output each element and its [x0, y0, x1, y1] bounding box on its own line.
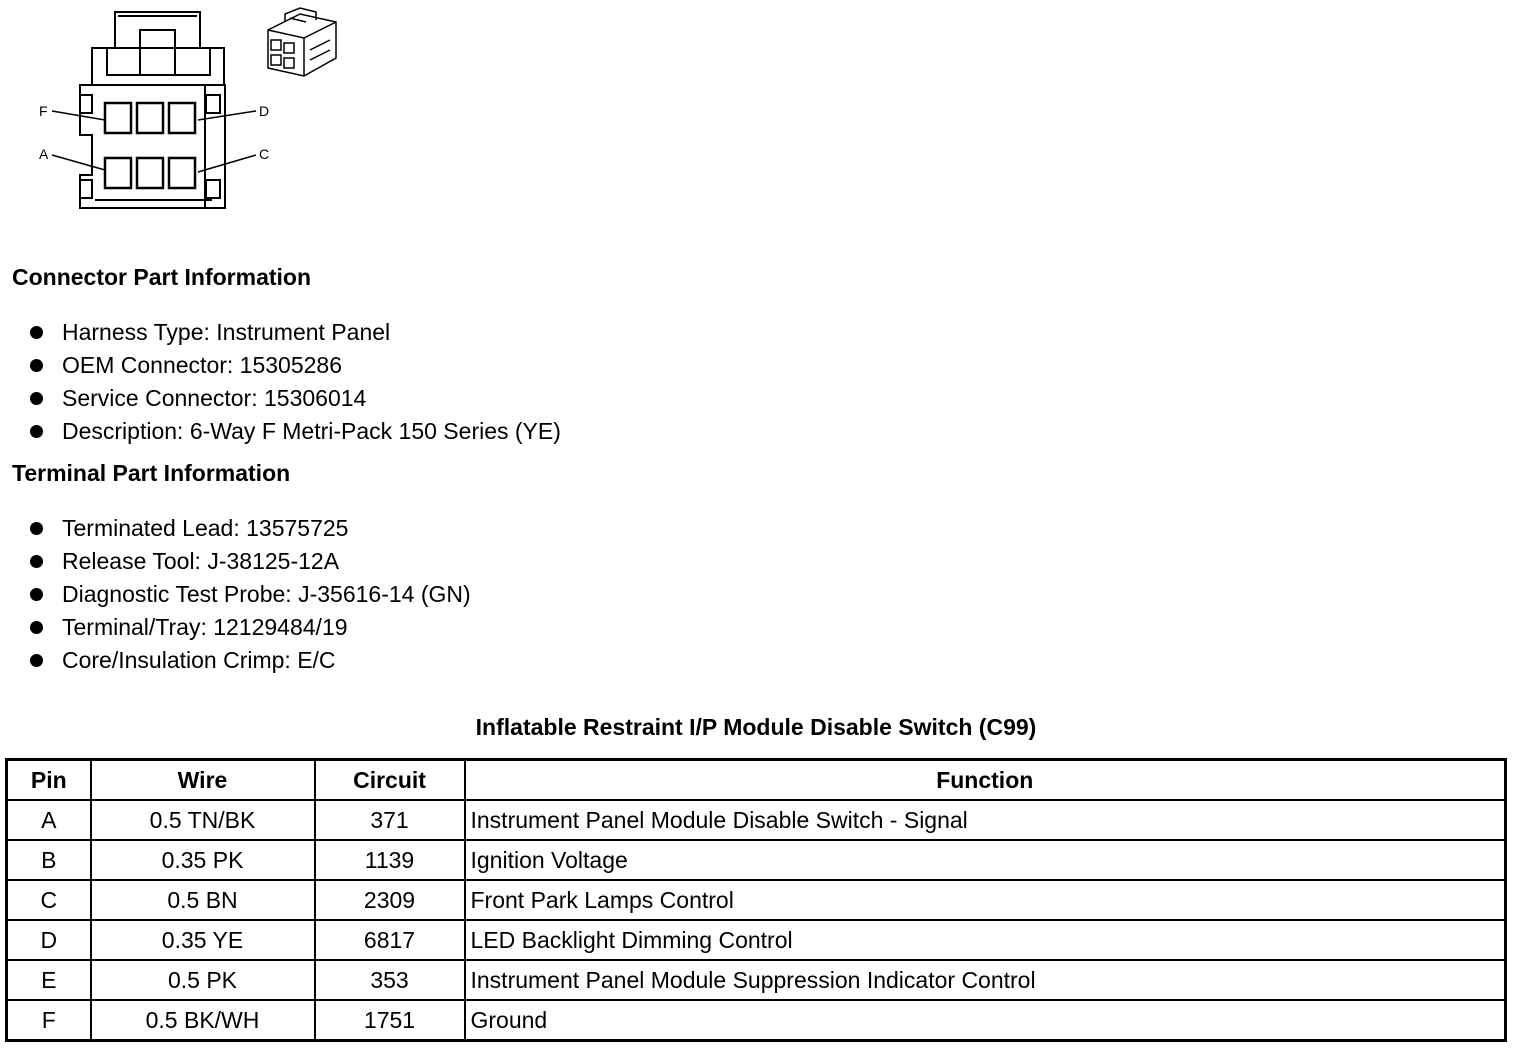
- cell-circuit: 6817: [315, 920, 465, 960]
- list-item: [28, 316, 561, 349]
- cell-pin: A: [7, 800, 91, 840]
- cavity-f: [105, 103, 131, 133]
- cell-wire: 0.5 TN/BK: [91, 800, 315, 840]
- cavity-e: [137, 103, 163, 133]
- cell-function: Instrument Panel Module Disable Switch - Signal: [465, 800, 1506, 840]
- pin-label-a: A: [39, 146, 49, 162]
- list-item-text: Harness Type: Instrument Panel: [62, 319, 391, 345]
- cell-pin: C: [7, 880, 91, 920]
- cell-pin: D: [7, 920, 91, 960]
- cavity-b: [137, 158, 163, 188]
- list-item-text: Core/Insulation Crimp: E/C: [62, 647, 336, 673]
- cavity-a: [105, 158, 131, 188]
- terminal-info-list: [28, 512, 471, 677]
- cell-circuit: 1139: [315, 840, 465, 880]
- list-item-text: OEM Connector: 15305286: [62, 352, 343, 378]
- cell-function: Ground: [465, 1000, 1506, 1041]
- cell-function: LED Backlight Dimming Control: [465, 920, 1506, 960]
- pin-label-f: F: [39, 103, 48, 119]
- cell-function: Instrument Panel Module Suppression Indicator Control: [465, 960, 1506, 1000]
- list-item-text: Terminal/Tray: 12129484/19: [62, 614, 348, 640]
- list-item-text: Service Connector: 15306014: [62, 385, 367, 411]
- terminal-cavities: [105, 103, 195, 188]
- table-row: [7, 1000, 1506, 1041]
- table-header-row: [7, 760, 1506, 801]
- cell-wire: 0.35 PK: [91, 840, 315, 880]
- table-row: [7, 800, 1506, 840]
- table-title: Inflatable Restraint I/P Module Disable Switch (C99): [475, 714, 1037, 740]
- list-item-text: Description: 6-Way F Metri-Pack 150 Series (YE): [62, 418, 561, 444]
- cell-circuit: 1751: [315, 1000, 465, 1041]
- connector-latch: [92, 12, 224, 85]
- cell-function: Ignition Voltage: [465, 840, 1506, 880]
- pin-label-c: C: [259, 146, 270, 162]
- cavity-d: [169, 103, 195, 133]
- table-row: [7, 920, 1506, 960]
- pin-label-d: D: [259, 103, 270, 119]
- connector-thumbnail: [268, 8, 336, 76]
- cell-wire: 0.5 PK: [91, 960, 315, 1000]
- bullet-icon: [30, 654, 43, 667]
- connector-diagram: [30, 5, 350, 215]
- bullet-icon: [30, 392, 43, 405]
- cell-pin: E: [7, 960, 91, 1000]
- bullet-icon: [30, 425, 43, 438]
- list-item: [28, 382, 561, 415]
- bullet-icon: [30, 326, 43, 339]
- header-pin: Pin: [7, 760, 91, 801]
- pinout-table: [5, 758, 1507, 1042]
- bullet-icon: [30, 588, 43, 601]
- list-item: [28, 512, 471, 545]
- list-item-text: Diagnostic Test Probe: J-35616-14 (GN): [62, 581, 471, 607]
- bullet-icon: [30, 522, 43, 535]
- bullet-icon: [30, 621, 43, 634]
- connector-info-heading: Connector Part Information: [12, 264, 312, 290]
- connector-info-list: [28, 316, 561, 448]
- list-item: [28, 611, 471, 644]
- cell-circuit: 2309: [315, 880, 465, 920]
- list-item: [28, 578, 471, 611]
- bullet-icon: [30, 555, 43, 568]
- cell-pin: F: [7, 1000, 91, 1041]
- list-item: [28, 644, 471, 677]
- cell-wire: 0.5 BN: [91, 880, 315, 920]
- list-item: [28, 349, 561, 382]
- table-row: [7, 960, 1506, 1000]
- cell-circuit: 371: [315, 800, 465, 840]
- header-circuit: Circuit: [315, 760, 465, 801]
- terminal-info-heading: Terminal Part Information: [12, 460, 291, 486]
- list-item: [28, 545, 471, 578]
- cell-circuit: 353: [315, 960, 465, 1000]
- list-item-text: Release Tool: J-38125-12A: [62, 548, 340, 574]
- table-row: [7, 880, 1506, 920]
- list-item-text: Terminated Lead: 13575725: [62, 515, 349, 541]
- cell-pin: B: [7, 840, 91, 880]
- cavity-c: [169, 158, 195, 188]
- header-wire: Wire: [91, 760, 315, 801]
- list-item: [28, 415, 561, 448]
- header-function: Function: [465, 760, 1506, 801]
- cell-function: Front Park Lamps Control: [465, 880, 1506, 920]
- bullet-icon: [30, 359, 43, 372]
- cell-wire: 0.5 BK/WH: [91, 1000, 315, 1041]
- cell-wire: 0.35 YE: [91, 920, 315, 960]
- table-row: [7, 840, 1506, 880]
